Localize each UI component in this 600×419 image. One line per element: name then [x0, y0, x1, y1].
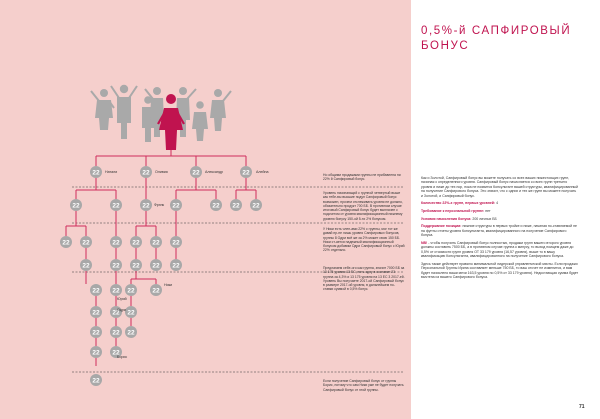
node [110, 236, 122, 248]
svg-text:22: 22 [172, 239, 180, 247]
person-icon [192, 101, 208, 141]
svg-text:22: 22 [112, 262, 120, 270]
note-1: Но общими продажами группы не прибавлена ни 22% й Сапфировый бонус. [323, 173, 401, 182]
node [90, 306, 102, 318]
node [90, 374, 102, 386]
node [130, 236, 142, 248]
node [150, 259, 162, 271]
node [110, 326, 122, 338]
name-boris: Борис [117, 355, 128, 359]
paragraph-nb: NB! - чтобы получить Сапфировый бонус полностью, продажи групп вашего второго уровня должны составить 7500 ББ, а в противном случае группа к минусу, то выход поищем даже до 0,5% от стоимости групп уровня ОТ 33 179 уровня (16,57 уровня), выше то в вашу квалификацию Консультанта, квалифицированного на получение Сапфирового бонуса. [421, 240, 574, 259]
svg-text:22: 22 [82, 239, 90, 247]
node [190, 166, 202, 178]
node [140, 199, 152, 211]
paragraph-intro: Как и Золотой, Сапфировый бонус вы можете получать со всех ваших нижестоящих групп, начиная с определенного уровня. Сапфировый бонус начисляется со всех групп третьего уровня и ниже до тех пор, пока не появится Консультант вашей структуры, квалифицированный на получение Сапфирового бонуса. Это значит, что с одних и тех же групп вы можете получать и Золотой, и Сапфировый бонус. [421, 176, 578, 198]
paragraph-personal-group: Требование к персональной группе: нет [421, 209, 491, 214]
svg-text:22: 22 [112, 329, 120, 337]
node [90, 284, 102, 296]
name-niki: Ники [164, 283, 173, 287]
node [125, 306, 137, 318]
person-icon [210, 89, 231, 131]
node [90, 326, 102, 338]
paragraph-conditions: Условия начисления бонуса: 200 личных ББ [421, 216, 497, 221]
body-text [421, 176, 579, 283]
svg-text:22: 22 [92, 169, 100, 177]
node [140, 166, 152, 178]
name-odri: Одри [117, 308, 126, 312]
svg-text:22: 22 [172, 262, 180, 270]
paragraph-rule: Здесь также действует правило минимальной лидерской управленческой мачты. Если продажи Персональной Группы Ирина составляет меньше 750 ББ, то ваш отсчет не изменится, и вам будет начислено ваши мечи 163,5 уровня по 0,5% от 33 179 уровня). Недостающая сумма будет вычтена из вашего Сапфирового бонуса. [421, 261, 579, 280]
note-2: Уровень начинающий с группой четвертый выше как тебе-вы высшие подуп Сапфировый бонус возможен, прочем отслеживать уровня не должно, обязательно продукт 700 ББ. В противном случае итоговый Сапфировый бонус будет выплачен с подсчетом от уровня квалификационный нижнему уровню бонусу 150-ой 5-ти 2% бонусом. [323, 191, 403, 221]
svg-text:22: 22 [112, 287, 120, 295]
name-aleina: Алейна [256, 170, 269, 174]
svg-text:22: 22 [112, 202, 120, 210]
svg-text:22: 22 [112, 309, 120, 317]
svg-text:22: 22 [172, 202, 180, 210]
svg-text:22: 22 [242, 169, 250, 177]
node [240, 166, 252, 178]
node [80, 259, 92, 271]
svg-text:22: 22 [152, 262, 160, 270]
node [170, 259, 182, 271]
people-silhouettes [91, 85, 231, 150]
node [110, 259, 122, 271]
svg-text:22: 22 [252, 202, 260, 210]
svg-text:22: 22 [132, 239, 140, 247]
name-olivia: Оливия [155, 170, 168, 174]
svg-text:22: 22 [82, 262, 90, 270]
paragraph-groups-count: Количество 22%-х групп, первых уровней: 4 [421, 201, 499, 206]
node [90, 346, 102, 358]
svg-text:22: 22 [112, 239, 120, 247]
svg-text:22: 22 [192, 169, 200, 177]
node [130, 259, 142, 271]
note-4: Предлагаем себе-ого как группа, значит 7000 ББ за 13 175 уровня 13 ЕС, есть одну в составит 23 группа за 4,3% и 13 175 уровня на 13 ЕС 3 2017-ей. Уровень Вы получаете 2017-ой Сапфировый бонус в размере 2017-ой уровня, в дальнейшем по-ставки суммой в 0,5% бонус. [323, 266, 405, 292]
svg-text:22: 22 [92, 287, 100, 295]
node [125, 326, 137, 338]
svg-text:22: 22 [92, 349, 100, 357]
svg-text:22: 22 [62, 239, 70, 247]
page-title: 0,5%-й САПФИРОВЫЙ БОНУС [421, 25, 572, 52]
name-yuri: Юрий [117, 297, 127, 301]
svg-text:22: 22 [92, 309, 100, 317]
note-5: Если получение Сапфировый бонус от группы Борис, потому что сам Ники уже не будет получать Сапфировый бонус от этой группы. [323, 379, 404, 392]
name-aleksandr: Александр [205, 170, 223, 174]
node [125, 284, 137, 296]
node [170, 236, 182, 248]
svg-text:22: 22 [132, 262, 140, 270]
node [60, 236, 72, 248]
node [250, 199, 262, 211]
node [110, 199, 122, 211]
svg-text:22: 22 [152, 287, 160, 295]
svg-text:22: 22 [152, 239, 160, 247]
node [150, 284, 162, 296]
note-3: У Ники есть член-ами 22% с группы, мог тот же давай пр-не лишь уровня Сапфировых бонусов, группы 8 Одри всё же за 2% может свою 150 ББ. Ники ст-ается надежный квалификационный бонусом добавим Одри Сапфировый бонус с Юрий 22% отдельно. [323, 227, 405, 253]
node [210, 199, 222, 211]
tree-nodes [60, 166, 262, 386]
svg-text:22: 22 [127, 309, 135, 317]
node [150, 236, 162, 248]
name-natali: Натали [105, 170, 118, 174]
svg-text:22: 22 [212, 202, 220, 210]
node [70, 199, 82, 211]
svg-text:22: 22 [232, 202, 240, 210]
svg-text:22: 22 [112, 349, 120, 357]
svg-text:22: 22 [92, 329, 100, 337]
node [90, 166, 102, 178]
svg-text:22: 22 [142, 202, 150, 210]
svg-text:22: 22 [127, 287, 135, 295]
svg-text:22: 22 [142, 169, 150, 177]
node [230, 199, 242, 211]
paragraph-position: Поддержание позиции: нижние структуры в первых тройке и ниже, начиная по-ставляемой не на фунты отчеты уровня Консультанта, квалифицированного на получение Сапфирового бонуса. [421, 224, 577, 238]
page-number: 71 [579, 404, 585, 410]
svg-text:22: 22 [72, 202, 80, 210]
node [110, 284, 122, 296]
svg-text:22: 22 [92, 377, 100, 385]
node [80, 236, 92, 248]
node [170, 199, 182, 211]
name-frank: Фрэнк [154, 203, 165, 207]
svg-text:22: 22 [127, 329, 135, 337]
person-icon [91, 89, 114, 130]
person-icon [111, 85, 137, 139]
